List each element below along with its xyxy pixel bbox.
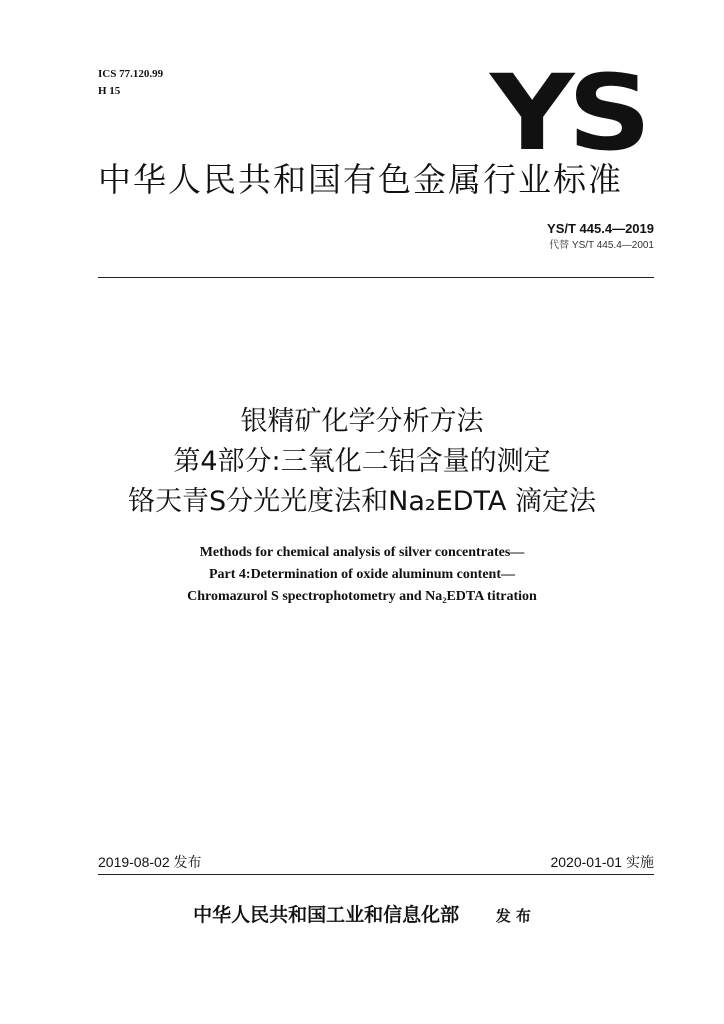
english-title-line-3: Chromazurol S spectrophotometry and Na₂EDTA titration: [187, 589, 537, 604]
chinese-title-line-3: 铬天青S分光光度法和Na₂EDTA 滴定法: [127, 486, 596, 517]
header-divider: [98, 277, 654, 278]
english-title-line-2: Part 4:Determination of oxide aluminum content—: [208, 567, 516, 582]
ccs-code: H 15: [98, 85, 121, 97]
standard-number-block: [547, 220, 654, 254]
publisher-name: 中华人民共和国工业和信息化部: [193, 904, 460, 926]
chinese-title: [0, 402, 724, 522]
classification-codes: [98, 66, 163, 100]
standard-code: YS/T 445.4—2019: [547, 221, 654, 236]
ys-logo: YS: [490, 52, 645, 174]
implementation-date: 2020-01-01 实施: [550, 854, 654, 870]
issue-date: 2019-08-02 发布: [98, 854, 202, 870]
footer-divider: [98, 874, 654, 875]
replaces-standard: 代替 YS/T 445.4—2001: [549, 240, 654, 251]
english-title-line-1: Methods for chemical analysis of silver concentrates—: [199, 545, 525, 560]
chinese-title-line-1: 银精矿化学分析方法: [240, 406, 484, 437]
chinese-title-line-2: 第4部分:三氧化二铝含量的测定: [173, 446, 551, 477]
industry-standard-title: 中华人民共和国有色金属行业标准: [98, 160, 623, 199]
publisher-line: [0, 900, 724, 927]
ics-code: ICS 77.120.99: [98, 68, 164, 80]
publisher-suffix: 发 布: [495, 907, 531, 925]
english-title: [0, 542, 724, 608]
